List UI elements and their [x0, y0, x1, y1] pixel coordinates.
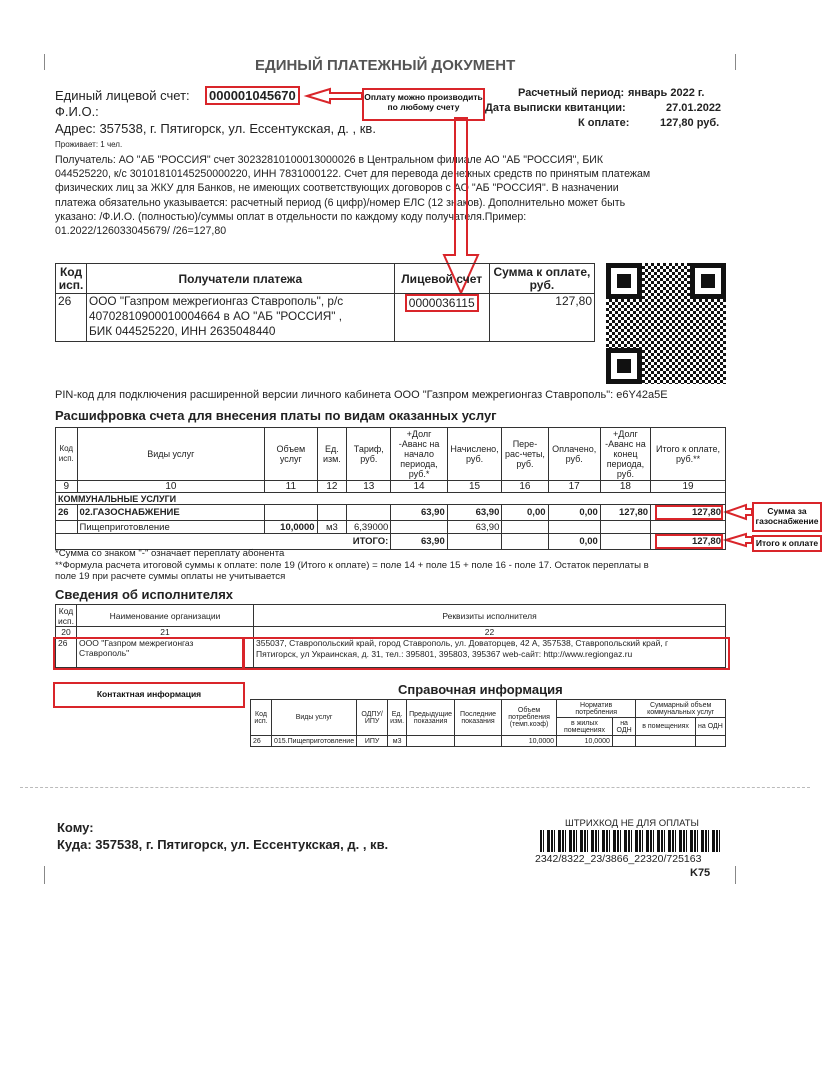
ex-req-line: 355037, Ставропольский край, город Ставрополь, ул. Доваторцев, 42 А, 357538, Ставропольский край, г [256, 638, 669, 648]
payees-name-line: БИК 044525220, ИНН 2635048440 [89, 324, 276, 338]
note-line: поле 19 при расчете суммы оплаты не учитывается [55, 571, 286, 582]
bd-h-unit: Ед. изм. [317, 428, 347, 481]
ref-h-norm: Норматив потребления [557, 700, 636, 718]
document-title: ЕДИНЫЙ ПЛАТЕЖНЫЙ ДОКУМЕНТ [255, 57, 516, 74]
to-pay-value: 127,80 руб. [660, 117, 720, 129]
bd-colnum: 11 [265, 481, 317, 493]
separator [20, 787, 810, 788]
payees-header-account: Лицевой счет [394, 264, 489, 294]
bd-colnum: 16 [502, 481, 548, 493]
recipient-line: указано: /Ф.И.О. (полностью)/суммы оплат в отдельности по каждому коду получателя.Пример: [55, 210, 527, 223]
payees-table [55, 263, 595, 342]
bd-sub-charged: 63,90 [447, 521, 502, 534]
bd-sub-volume: 10,0000 [265, 521, 317, 534]
barcode-caption: ШТРИХКОД НЕ ДЛЯ ОПЛАТЫ [565, 818, 699, 829]
ex-h-code: Код исп. [56, 605, 77, 627]
bd-row-recalc: 0,00 [502, 505, 548, 521]
account-label: Единый лицевой счет: [55, 88, 190, 103]
bd-total-paid: 0,00 [548, 534, 600, 550]
ref-h-volume: Объем потребления (темп.коэф) [502, 700, 557, 736]
ref-h-service: Виды услуг [272, 700, 357, 736]
pin-code: PIN-код для подключения расширенной версии личного кабинета ООО "Газпром межрегионгаз Ставрополь": e6Y42a5E [55, 389, 668, 401]
ref-h-last: Последние показания [455, 700, 502, 736]
callout-total-pay: Итого к оплате [752, 535, 822, 552]
bd-row-name: 02.ГАЗОСНАБЖЕНИЕ [77, 505, 265, 521]
breakdown-table [55, 427, 726, 550]
bd-colnum: 18 [600, 481, 650, 493]
payees-name-line: ООО "Газпром межрегионгаз Ставрополь", р/с [89, 294, 344, 308]
ref-h-summary: Суммарный объем коммунальных услуг [636, 700, 726, 718]
bd-colnum: 15 [447, 481, 502, 493]
payees-code: 26 [56, 294, 87, 342]
ex-code: 26 [56, 638, 77, 668]
bd-total-label: ИТОГО: [56, 534, 391, 550]
qr-code [606, 263, 726, 384]
bd-h-code: Код исп. [56, 428, 78, 481]
qr-eye [606, 348, 642, 384]
bd-h-tariff: Тариф, руб. [347, 428, 391, 481]
arrow-gas-sum [726, 505, 752, 519]
ex-colnum: 20 [56, 627, 77, 638]
ex-h-req: Реквизиты исполнителя [254, 605, 726, 627]
payees-header-recipient: Получатели платежа [87, 264, 395, 294]
payees-account: 0000036115 [405, 294, 479, 312]
barcode-number: 2342/8322_23/3866_22320/725163 [535, 853, 702, 865]
bd-sub-tariff: 6,39000 [347, 521, 391, 534]
bd-colnum: 9 [56, 481, 78, 493]
breakdown-title: Расшифровка счета для внесения платы по видам оказанных услуг [55, 408, 497, 423]
ref-h-code: Код исп. [251, 700, 272, 736]
bd-colnum: 13 [347, 481, 391, 493]
ex-req-line: Пятигорск, ул Украинская, д. 31, тел.: 395801, 395803, 395367 web-сайт: http://www.regiongaz.ru [256, 649, 633, 659]
ref-meter: ИПУ [357, 736, 388, 747]
address: Адрес: 357538, г. Пятигорск, ул. Ессентукская, д. , кв. [55, 121, 376, 136]
callout-contact-info: Контактная информация [53, 682, 245, 708]
highlight-requisites [243, 637, 730, 670]
arrow-total [726, 534, 752, 546]
ex-colnum: 22 [254, 627, 726, 638]
payees-header-sum: Сумма к оплате, руб. [489, 264, 594, 294]
account-number: 000001045670 [205, 86, 300, 105]
recipient-line: 044525220, к/с 30101810145250000220, ИНН 7831000122. Счет для перевода денежных средств по принятым платежам [55, 168, 651, 181]
bd-row-code: 26 [56, 505, 78, 521]
bd-colnum: 12 [317, 481, 347, 493]
ex-org-line: Ставрополь" [79, 648, 130, 658]
ex-colnum: 21 [77, 627, 254, 638]
issue-date-label: Дата выписки квитанции: [485, 102, 626, 114]
ref-norm: 10,0000 [557, 736, 613, 747]
reference-table [250, 699, 726, 747]
ref-sub-h: на ОДН [612, 718, 635, 736]
executors-title: Сведения об исполнителях [55, 587, 234, 602]
payees-name [87, 294, 395, 342]
where-address: Куда: 357538, г. Пятигорск, ул. Ессентукская, д. , кв. [57, 837, 389, 852]
ref-unit: м3 [388, 736, 407, 747]
recipient-line: платежа обязательно указывается: расчетный период (6 цифр)/номер ЕЛС (12 знаков). Дополнительно может быть [55, 196, 626, 209]
barcode-code: K75 [690, 867, 711, 879]
callout-gas-sum: Сумма за газоснабжение [752, 502, 822, 532]
payees-sum: 127,80 [489, 294, 594, 342]
ref-h-unit: Ед. изм. [388, 700, 407, 736]
note-line: *Сумма со знаком "-" означает переплату абонента [55, 548, 285, 559]
bd-h-volume: Объем услуг [265, 428, 317, 481]
residents: Проживает: 1 чел. [55, 140, 123, 149]
bd-h-total: Итого к оплате, руб.** [651, 428, 726, 481]
payees-name-line: 40702810900010004664 в АО "АБ "РОССИЯ" , [89, 309, 342, 323]
ref-code: 26 [251, 736, 272, 747]
ref-sub-h: в жилых помещениях [557, 718, 613, 736]
recipient-line: 01.2022/126033045679/ /26=127,80 [55, 225, 227, 238]
bd-row-charged: 63,90 [447, 505, 502, 521]
qr-eye [606, 263, 642, 299]
qr-eye [690, 263, 726, 299]
whom-label: Кому: [57, 820, 94, 835]
bd-row-debt-end: 127,80 [600, 505, 650, 521]
ex-org-line: ООО "Газпром межрегионгаз [79, 638, 194, 648]
period-label: Расчетный период: [518, 87, 625, 99]
period-value: январь 2022 г. [628, 87, 705, 99]
note-line: **Формула расчета итоговой суммы к оплате: поле 19 (Итого к оплате) = поле 14 + поле 15 + поле 16 - поле 17. Остаток переплаты в [55, 559, 649, 571]
issue-date-value: 27.01.2022 [666, 102, 722, 114]
ref-h-prev: Предыдущие показания [407, 700, 455, 736]
bd-row-paid: 0,00 [548, 505, 600, 521]
ref-volume: 10,0000 [502, 736, 557, 747]
bd-colnum: 17 [548, 481, 600, 493]
reference-title: Справочная информация [398, 682, 563, 697]
bd-sub-unit: м3 [317, 521, 347, 534]
bd-total-debt-start: 63,90 [391, 534, 447, 550]
bd-row-total: 127,80 [655, 505, 723, 520]
bd-sub-name: Пищеприготовление [77, 521, 265, 534]
breakdown-notes [55, 548, 649, 583]
ref-sub-h: в помещениях [636, 718, 696, 736]
bd-h-charged: Начислено, руб. [447, 428, 502, 481]
bd-total-sum: 127,80 [655, 534, 723, 549]
bd-h-recalc: Пере-рас-четы, руб. [502, 428, 548, 481]
ref-sub-h: на ОДН [695, 718, 725, 736]
bd-h-service: Виды услуг [77, 428, 265, 481]
bd-h-debt-end: +Долг -Аванс на конец периода, руб. [600, 428, 650, 481]
highlight-org [53, 637, 244, 670]
bd-colnum: 19 [651, 481, 726, 493]
ref-service: 015.Пищеприготовление [272, 736, 357, 747]
recipient-line: Получатель: АО "АБ "РОССИЯ" счет 30232810100013000026 в Центральном филиале АО "АБ "РОССИЯ", БИК [55, 154, 604, 166]
recipient-line: физических лиц за ЖКУ для Банков, не имеющих соответствующих договоров с АО "АБ "РОССИЯ". В назначении [55, 182, 619, 195]
barcode [540, 830, 722, 852]
bd-colnum: 14 [391, 481, 447, 493]
ex-h-org: Наименование организации [77, 605, 254, 627]
bd-h-paid: Оплачено, руб. [548, 428, 600, 481]
bd-group: КОММУНАЛЬНЫЕ УСЛУГИ [56, 493, 726, 505]
payees-header-code: Код исп. [56, 264, 87, 294]
ref-h-meter: ОДПУ/ ИПУ [357, 700, 388, 736]
bd-colnum: 10 [77, 481, 265, 493]
arrow-to-account [307, 89, 362, 103]
to-pay-label: К оплате: [578, 117, 630, 129]
bd-h-debt-start: +Долг -Аванс на начало периода, руб.* [391, 428, 447, 481]
bd-row-debt-start: 63,90 [391, 505, 447, 521]
fio-label: Ф.И.О.: [55, 104, 99, 119]
callout-pay-any-account: Оплату можно производить по любому счету [362, 88, 485, 121]
